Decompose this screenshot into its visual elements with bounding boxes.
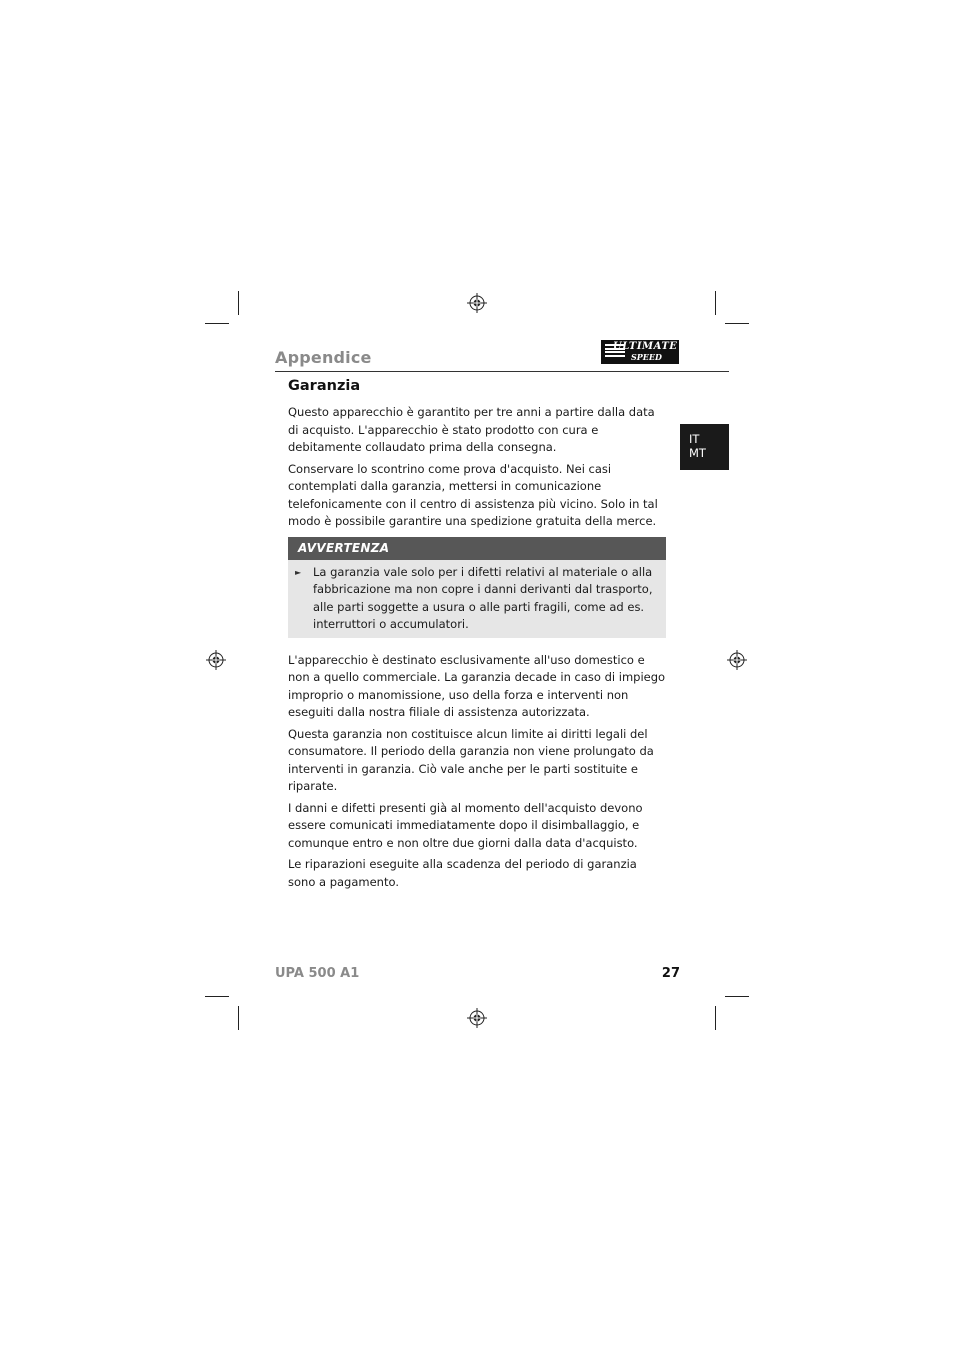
crop-mark [715, 291, 716, 315]
crop-mark [715, 1006, 716, 1030]
page-heading: Garanzia [288, 378, 361, 394]
section-title: Appendice [275, 348, 372, 367]
warning-box [288, 537, 666, 638]
crop-mark [238, 1006, 239, 1030]
crop-mark [238, 291, 239, 315]
paragraph: Le riparazioni eseguite alla scadenza del periodo di garanzia sono a pagamento. [288, 857, 637, 889]
registration-mark-icon [467, 1008, 487, 1028]
logo-text-line2: SPEED [631, 352, 662, 362]
warning-text: La garanzia vale solo per i difetti relativi al materiale o alla fabbricazione ma non copre i danni derivanti dal trasporto, alle parti soggette a usura o alle parti fragili, come ad es. interruttori o accumulatori. [313, 564, 653, 631]
crop-mark [205, 323, 229, 324]
registration-mark-icon [467, 293, 487, 313]
language-tab [680, 424, 729, 470]
language-code: IT [689, 432, 700, 446]
language-code: MT [689, 446, 706, 460]
registration-mark-icon [206, 650, 226, 670]
logo-text-line1: ULTIMATE [613, 341, 678, 352]
footer-model: UPA 500 A1 [275, 966, 360, 981]
paragraph: Questa garanzia non costituisce alcun limite ai diritti legali del consumatore. Il periodo della garanzia non viene prolungato da interventi in garanzia. Ciò vale anche per le parti sostituite e riparate. [288, 726, 654, 793]
registration-mark-icon [727, 650, 747, 670]
warning-title: AVVERTENZA [288, 537, 666, 560]
warning-body [288, 560, 666, 638]
crop-mark [725, 323, 749, 324]
bullet-arrow-icon: ► [295, 567, 302, 577]
main-content [288, 376, 666, 895]
header-divider [275, 371, 729, 372]
paragraph: L'apparecchio è destinato esclusivamente all'uso domestico e non a quello commerciale. La garanzia decade in caso di impiego improprio o manomissione, uso della forza e interventi non eseguiti dalla nostra filiale di assistenza autorizzata. [288, 652, 666, 719]
paragraph: Conservare lo scontrino come prova d'acquisto. Nei casi contemplati dalla garanzia, mettersi in comunicazione telefonicamente con il centro di assistenza più vicino. Solo in tal modo è possibile garantire una spedizione gratuita della merce. [288, 461, 658, 528]
crop-mark [725, 996, 749, 997]
paragraph: Questo apparecchio è garantito per tre anni a partire dalla data di acquisto. L'apparecchio è stato prodotto con cura e debitamente collaudato prima della consegna. [288, 405, 655, 454]
brand-logo [601, 340, 679, 364]
crop-mark [205, 996, 229, 997]
page-number: 27 [661, 966, 680, 981]
paragraph: I danni e difetti presenti già al momento dell'acquisto devono essere comunicati immediatamente dopo il disimballaggio, e comunque entro e non oltre due giorni dalla data d'acquisto. [288, 800, 643, 850]
